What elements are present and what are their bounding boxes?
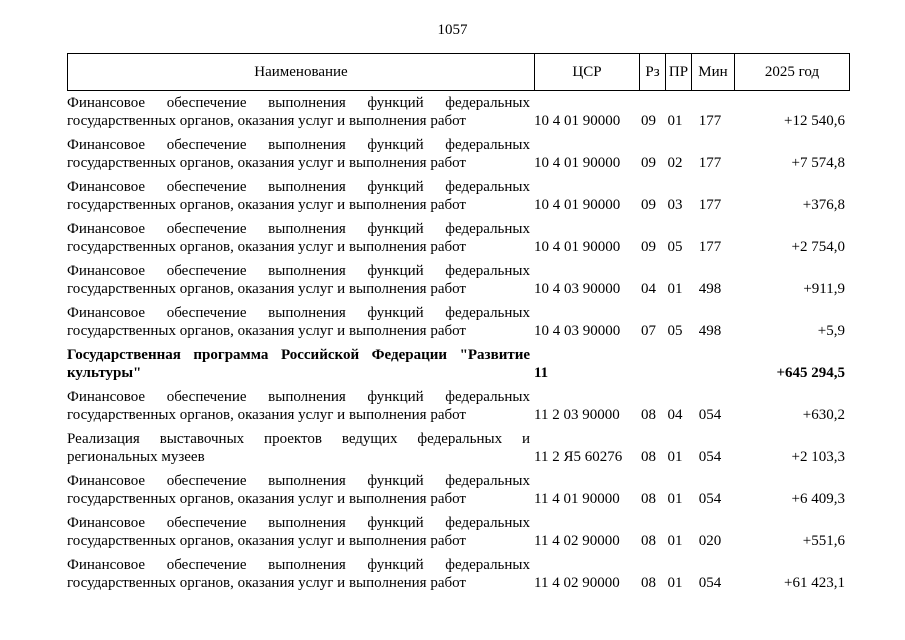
row-min: 177 bbox=[698, 197, 722, 213]
row-name: Финансовое обеспечение выполнения функций федеральных государственных органов, оказания услуг и выполнения работ bbox=[67, 221, 530, 255]
row-pr: 01 bbox=[667, 449, 683, 465]
table-header bbox=[67, 53, 850, 91]
column-header-min: Мин bbox=[692, 54, 735, 91]
row-rz: 08 bbox=[641, 575, 656, 591]
column-header-csr: ЦСР bbox=[535, 54, 640, 91]
row-name: Финансовое обеспечение выполнения функций федеральных государственных органов, оказания услуг и выполнения работ bbox=[67, 515, 530, 549]
table-row bbox=[67, 304, 857, 340]
row-csr: 10 4 03 90000 bbox=[534, 323, 621, 339]
row-min: 054 bbox=[698, 407, 722, 423]
row-rz: 09 bbox=[641, 239, 656, 255]
table-row bbox=[67, 514, 857, 550]
row-min: 177 bbox=[698, 113, 722, 129]
row-rz: 09 bbox=[641, 155, 656, 171]
row-pr: 05 bbox=[667, 239, 683, 255]
row-name: Финансовое обеспечение выполнения функций федеральных государственных органов, оказания услуг и выполнения работ bbox=[67, 263, 530, 297]
table-row bbox=[67, 430, 857, 466]
row-amount: +551,6 bbox=[802, 533, 845, 549]
row-rz: 08 bbox=[641, 407, 656, 423]
row-rz: 08 bbox=[641, 449, 656, 465]
row-min: 020 bbox=[698, 533, 722, 549]
row-rz: 09 bbox=[641, 197, 656, 213]
row-csr: 10 4 01 90000 bbox=[534, 197, 621, 213]
row-name: Реализация выставочных проектов ведущих федеральных и региональных музеев bbox=[67, 431, 530, 465]
table-row bbox=[67, 556, 857, 592]
row-csr: 11 4 01 90000 bbox=[534, 491, 620, 507]
row-name: Финансовое обеспечение выполнения функций федеральных государственных органов, оказания услуг и выполнения работ bbox=[67, 473, 530, 507]
row-min: 177 bbox=[698, 239, 722, 255]
row-name: Государственная программа Российской Федерации "Развитие культуры" bbox=[67, 347, 530, 381]
table-row bbox=[67, 178, 857, 214]
row-rz: 08 bbox=[641, 491, 656, 507]
row-rz: 04 bbox=[641, 281, 656, 297]
table-row bbox=[67, 388, 857, 424]
row-csr: 10 4 01 90000 bbox=[534, 239, 621, 255]
row-csr: 10 4 01 90000 bbox=[534, 113, 621, 129]
row-pr: 03 bbox=[667, 197, 683, 213]
table-row bbox=[67, 472, 857, 508]
row-rz: 08 bbox=[641, 533, 656, 549]
row-name: Финансовое обеспечение выполнения функций федеральных государственных органов, оказания услуг и выполнения работ bbox=[67, 557, 530, 591]
row-min: 498 bbox=[698, 323, 722, 339]
row-name: Финансовое обеспечение выполнения функций федеральных государственных органов, оказания услуг и выполнения работ bbox=[67, 305, 530, 339]
row-pr: 01 bbox=[667, 575, 683, 591]
row-csr: 10 4 03 90000 bbox=[534, 281, 621, 297]
row-amount: +630,2 bbox=[802, 407, 845, 423]
row-pr: 05 bbox=[667, 323, 683, 339]
table-row bbox=[67, 94, 857, 130]
column-header-rz: Рз bbox=[640, 54, 666, 91]
row-csr: 11 bbox=[534, 365, 549, 381]
row-amount: +7 574,8 bbox=[791, 155, 845, 171]
row-pr: 01 bbox=[667, 113, 683, 129]
row-amount: +911,9 bbox=[803, 281, 845, 297]
table-row bbox=[67, 262, 857, 298]
row-name: Финансовое обеспечение выполнения функций федеральных государственных органов, оказания услуг и выполнения работ bbox=[67, 389, 530, 423]
page-number: 1057 bbox=[437, 22, 468, 38]
row-min: 498 bbox=[698, 281, 722, 297]
row-min: 054 bbox=[698, 491, 722, 507]
row-amount: +6 409,3 bbox=[791, 491, 845, 507]
row-rz: 09 bbox=[641, 113, 656, 129]
row-csr: 11 2 Я5 60276 bbox=[534, 449, 623, 465]
row-csr: 10 4 01 90000 bbox=[534, 155, 621, 171]
table-row bbox=[67, 136, 857, 172]
row-min: 177 bbox=[698, 155, 722, 171]
row-amount: +376,8 bbox=[802, 197, 845, 213]
row-amount: +2 754,0 bbox=[791, 239, 845, 255]
row-min: 054 bbox=[698, 449, 722, 465]
row-min: 054 bbox=[698, 575, 722, 591]
column-header-year: 2025 год bbox=[735, 54, 850, 91]
row-csr: 11 4 02 90000 bbox=[534, 533, 620, 549]
row-amount: +645 294,5 bbox=[776, 365, 845, 381]
row-name: Финансовое обеспечение выполнения функций федеральных государственных органов, оказания услуг и выполнения работ bbox=[67, 137, 530, 171]
table-row bbox=[67, 220, 857, 256]
row-name: Финансовое обеспечение выполнения функций федеральных государственных органов, оказания услуг и выполнения работ bbox=[67, 179, 530, 213]
table-body bbox=[67, 94, 857, 598]
row-amount: +5,9 bbox=[817, 323, 845, 339]
row-pr: 01 bbox=[667, 281, 683, 297]
column-header-pr: ПР bbox=[666, 54, 692, 91]
row-pr: 01 bbox=[667, 533, 683, 549]
row-csr: 11 4 02 90000 bbox=[534, 575, 620, 591]
row-pr: 02 bbox=[667, 155, 683, 171]
row-pr: 04 bbox=[667, 407, 683, 423]
column-header-name: Наименование bbox=[68, 54, 535, 91]
row-amount: +12 540,6 bbox=[784, 113, 845, 129]
row-csr: 11 2 03 90000 bbox=[534, 407, 620, 423]
row-rz: 07 bbox=[641, 323, 656, 339]
row-name: Финансовое обеспечение выполнения функций федеральных государственных органов, оказания услуг и выполнения работ bbox=[67, 95, 530, 129]
row-pr: 01 bbox=[667, 491, 683, 507]
row-amount: +61 423,1 bbox=[784, 575, 845, 591]
row-amount: +2 103,3 bbox=[791, 449, 845, 465]
table-row bbox=[67, 346, 857, 382]
